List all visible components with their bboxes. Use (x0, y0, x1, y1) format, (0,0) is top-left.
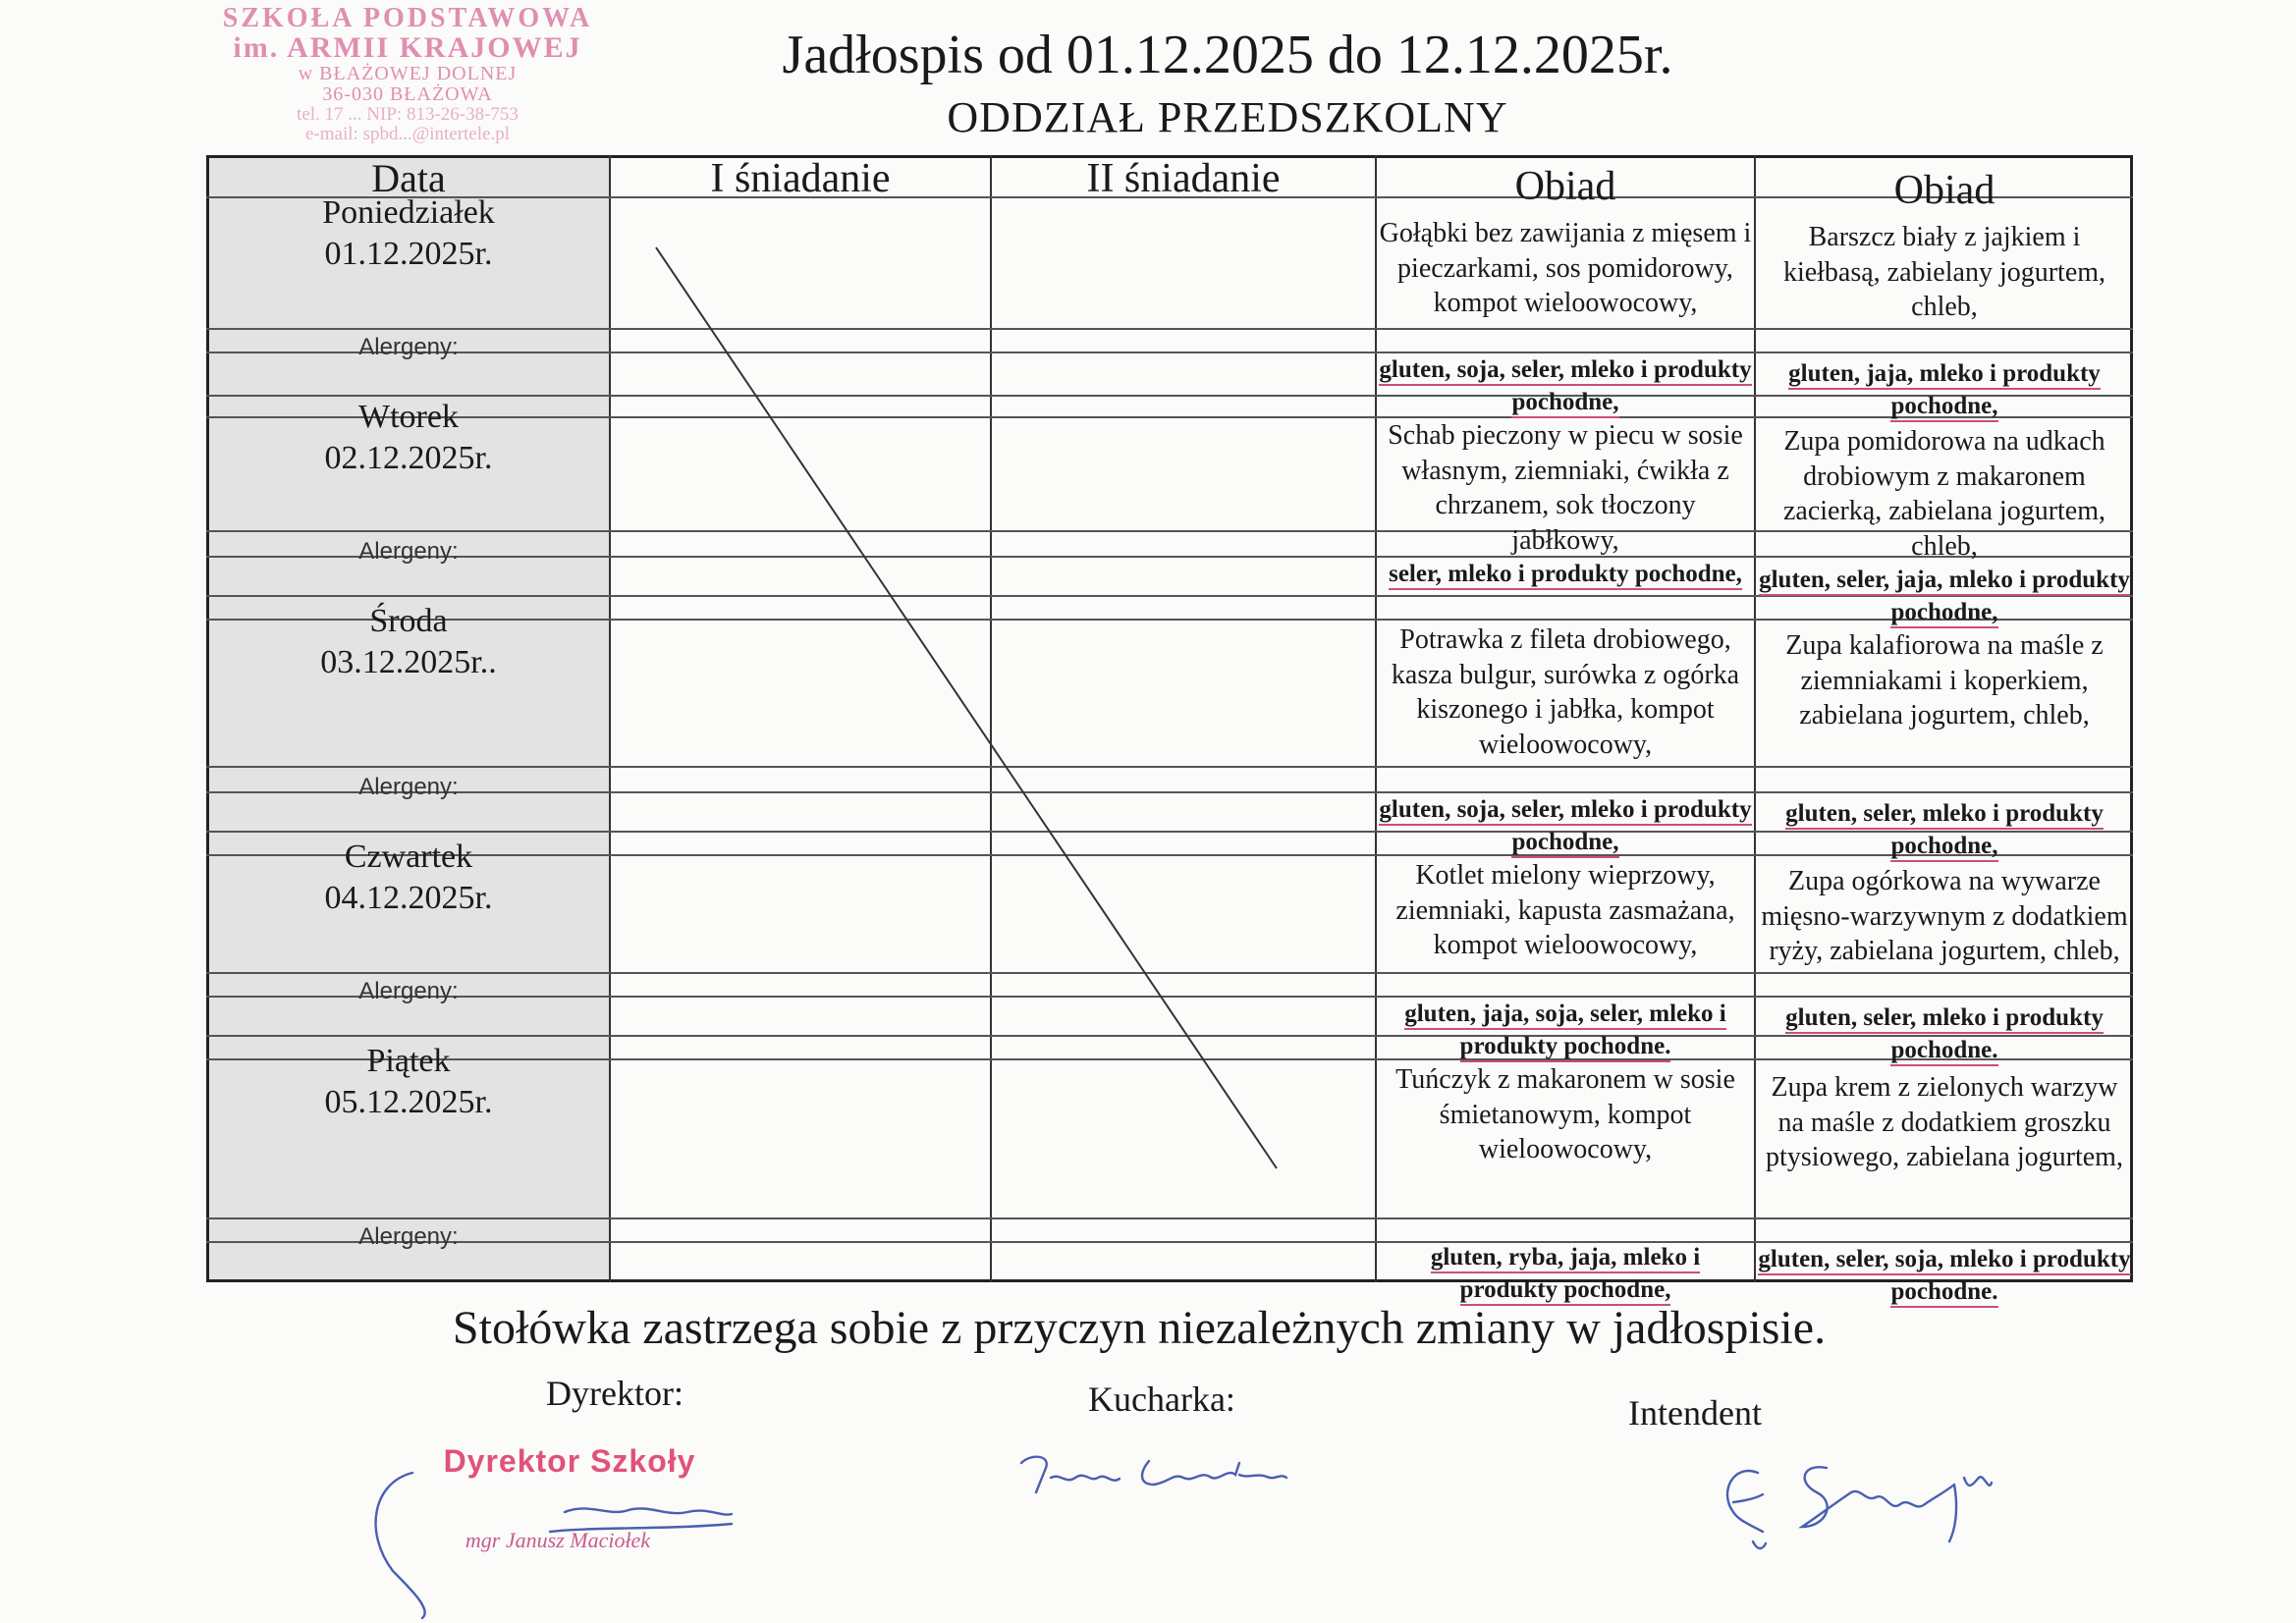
day-date: 03.12.2025r.. (320, 644, 497, 680)
column-header-breakfast-2: II śniadanie (1086, 156, 1281, 201)
allergen-label: Alergeny: (358, 538, 459, 565)
day-date: 02.12.2025r. (324, 440, 493, 476)
allergen-text: gluten, seler, soja, mleko i produkty pochodne. (1758, 1246, 2130, 1308)
allergen-text: gluten, seler, mleko i produkty pochodne. (1785, 1004, 2104, 1066)
lunch-1-dish: Schab pieczony w piecu w sosie własnym, ziemniaki, ćwikła z chrzanem, sok tłoczony jabłkowy, (1388, 420, 1743, 556)
intendant-signature (1727, 1471, 1766, 1548)
page-subtitle: ODDZIAŁ PRZEDSZKOLNY (947, 93, 1508, 141)
lunch-2-dish: Zupa krem z zielonych warzyw na maśle z dodatkiem groszku ptysiowego, zabielana jogurtem, (1766, 1072, 2123, 1173)
lunch-2-dish: Zupa pomidorowa na udkach drobiowym z makaronem zacierką, zabielana jogurtem, chleb, (1782, 426, 2106, 562)
page-title: Jadłospis od 01.12.2025 do 12.12.2025r. (782, 25, 1673, 85)
cook-signature (1021, 1457, 1120, 1492)
stamp-line: SZKOŁA PODSTAWOWA (222, 3, 593, 33)
allergen-text: gluten, jaja, soja, seler, mleko i produkty pochodne. (1404, 1001, 1726, 1062)
day-name: Piątek (366, 1043, 451, 1079)
allergen-label: Alergeny: (358, 1223, 459, 1250)
allergen-text: seler, mleko i produkty pochodne, (1389, 561, 1742, 590)
lunch-1-dish: Gołąbki bez zawijania z mięsem i pieczarkami, sos pomidorowy, kompot wieloowocowy, (1379, 218, 1752, 319)
lunch-1-dish: Tuńczyk z makaronem w sosie śmietanowym, kompot wieloowocowy, (1395, 1064, 1735, 1165)
director-signature (376, 1473, 425, 1618)
allergen-text: gluten, soja, seler, mleko i produkty pochodne, (1379, 356, 1751, 418)
director-stamp-name: mgr Janusz Maciołek (465, 1528, 651, 1552)
director-stamp-title: Dyrektor Szkoły (443, 1443, 696, 1479)
day-date: 05.12.2025r. (324, 1084, 493, 1120)
lunch-1-dish: Potrawka z fileta drobiowego, kasza bulgur, surówka z ogórka kiszonego i jabłka, kompot wieloowocowy, (1391, 624, 1740, 760)
day-name: Środa (369, 603, 448, 639)
lunch-2-dish: Zupa kalafiorowa na maśle z ziemniakami i koperkiem, zabielana jogurtem, chleb, (1785, 630, 2104, 731)
column-header-lunch-2: Obiad (1893, 168, 1995, 213)
allergen-text: gluten, soja, seler, mleko i produkty pochodne, (1379, 796, 1751, 858)
day-date: 01.12.2025r. (324, 236, 493, 272)
lunch-1-dish: Kotlet mielony wieprzowy, ziemniaki, kapusta zasmażana, kompot wieloowocowy, (1395, 860, 1735, 961)
allergen-label: Alergeny: (358, 334, 459, 360)
intendant-label: Intendent (1628, 1393, 1762, 1433)
allergen-label: Alergeny: (358, 978, 459, 1004)
stamp-line: 36-030 BŁAŻOWA (322, 82, 493, 105)
column-header-breakfast-1: I śniadanie (710, 156, 891, 201)
allergen-text: gluten, seler, jaja, mleko i produkty pochodne, (1759, 567, 2130, 628)
stamp-line: im. ARMII KRAJOWEJ (233, 31, 582, 65)
lunch-2-dish: Zupa ogórkowa na wywarze mięsno-warzywnym z dodatkiem ryży, zabielana jogurtem, chleb, (1761, 866, 2128, 967)
director-label: Dyrektor: (546, 1374, 683, 1413)
stamp-line: tel. 17 ... NIP: 813-26-38-753 (297, 103, 519, 125)
lunch-2-dish: Barszcz biały z jajkiem i kiełbasą, zabielany jogurtem, chleb, (1782, 222, 2106, 323)
allergen-label: Alergeny: (358, 774, 459, 800)
day-date: 04.12.2025r. (324, 880, 493, 916)
column-header-date: Data (371, 156, 446, 200)
disclaimer-note: Stołówka zastrzega sobie z przyczyn niezależnych zmiany w jadłospisie. (452, 1302, 1827, 1354)
allergen-text: gluten, jaja, mleko i produkty pochodne, (1788, 360, 2101, 422)
allergen-text: gluten, ryba, jaja, mleko i produkty pochodne, (1431, 1244, 1700, 1306)
stamp-line: w BŁAŻOWEJ DOLNEJ (298, 62, 518, 84)
column-header-lunch-1: Obiad (1514, 164, 1616, 209)
stamp-line: e-mail: spbd...@intertele.pl (305, 123, 510, 144)
day-name: Czwartek (344, 839, 473, 875)
day-name: Poniedziałek (322, 194, 495, 231)
cook-label: Kucharka: (1088, 1380, 1235, 1419)
day-name: Wtorek (358, 399, 459, 435)
allergen-text: gluten, seler, mleko i produkty pochodne, (1785, 800, 2104, 862)
